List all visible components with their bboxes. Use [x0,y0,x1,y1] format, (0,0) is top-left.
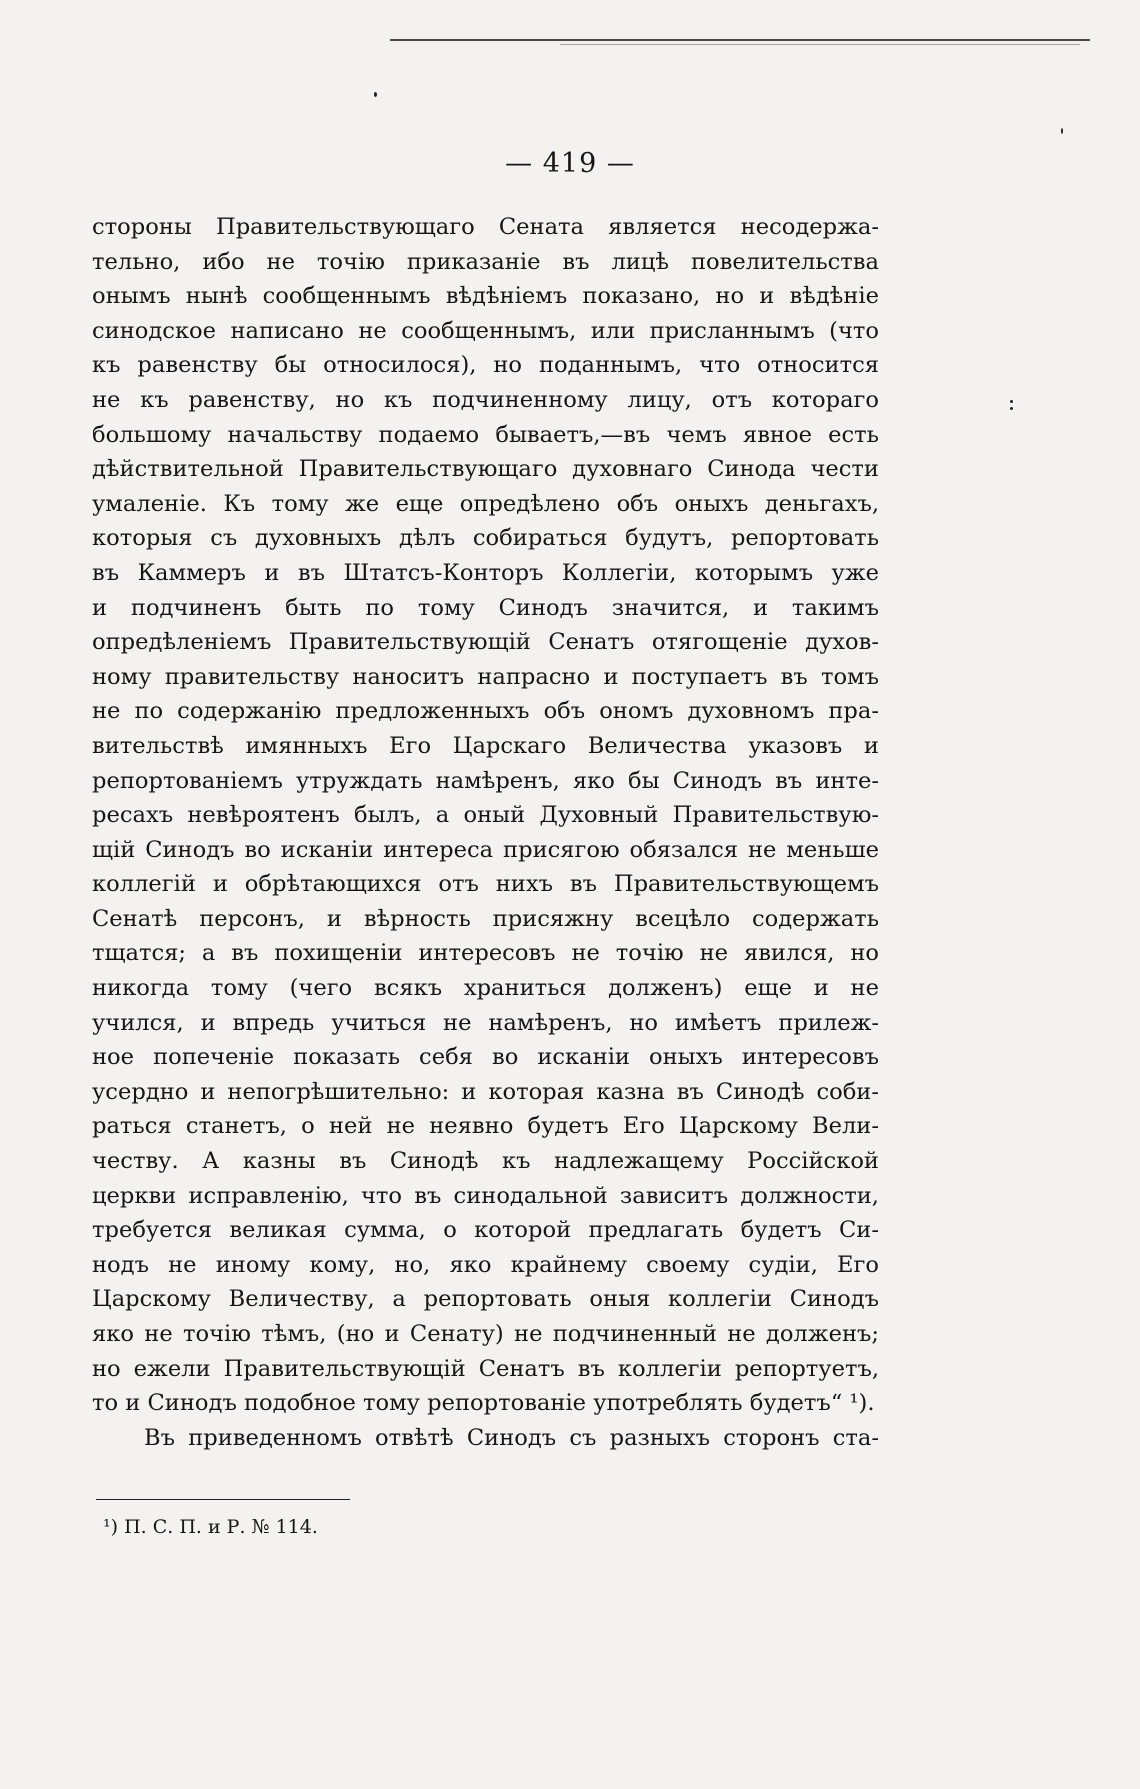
text-line: ное попеченіе показать себя во исканіи оныхъ интересовъ [92,1044,879,1071]
text-line: но ежели Правительствующій Сенатъ въ коллегіи репортуетъ, [92,1355,879,1382]
scan-speck [1061,128,1063,134]
scan-speck [1010,407,1013,410]
text-line: щій Синодъ во исканіи интереса присягою обязался не меньше [92,836,879,863]
text-line: онымъ нынѣ сообщеннымъ вѣдѣніемъ показано, но и вѣдѣніе [92,283,879,310]
text-line: честву. А казны въ Синодѣ къ надлежащему Россійской [92,1148,879,1175]
text-line: ному правительству наноситъ напрасно и поступаетъ въ томъ [92,663,879,690]
scan-speck [374,92,377,97]
footnote: ¹) П. С. П. и Р. № 114. [103,1516,318,1538]
text-line: коллегій и обрѣтающихся отъ нихъ въ Правительствующемъ [92,871,879,898]
text-line: не по содержанію предложенныхъ объ ономъ духовномъ пра- [92,698,879,725]
page-number: — 419 — [505,148,635,179]
text-line-paragraph-start: Въ приведенномъ отвѣтѣ Синодъ съ разныхъ сторонъ ста- [144,1424,879,1451]
text-line: большому начальству подаемо бываетъ,—въ чемъ явное есть [92,421,879,448]
text-line: вительствѣ имянныхъ Его Царскаго Величества указовъ и [92,732,879,759]
text-line: опредѣленіемъ Правительствующій Сенатъ отягощеніе духов- [92,629,879,656]
text-line: церкви исправленію, что въ синодальной зависитъ должности, [92,1182,879,1209]
text-line: тщатся; а въ похищеніи интересовъ не точію не явился, но [92,940,879,967]
text-line: репортованіемъ утруждать намѣренъ, яко бы Синодъ въ инте- [92,767,879,794]
text-line: Сенатѣ персонъ, и вѣрность присяжну всецѣло содержать [92,905,879,932]
text-line: въ Каммеръ и въ Штатсъ-Конторъ Коллегіи, которымъ уже [92,559,879,586]
scan-edge-line [390,39,1090,41]
text-line: яко не точію тѣмъ, (но и Сенату) не подчиненный не долженъ; [92,1321,879,1347]
body-text [92,210,879,1455]
text-line: синодское написано не сообщеннымъ, или присланнымъ (что [92,317,879,344]
text-line: стороны Правительствующаго Сената является несодержа- [92,214,879,240]
text-line: никогда тому (чего всякъ храниться долженъ) еще и не [92,975,879,1002]
footnote-rule [96,1499,350,1500]
text-line: учился, и впредь учиться не намѣренъ, но имѣетъ прилеж- [92,1009,879,1036]
text-line: раться станетъ, о ней не неявно будетъ Его Царскому Вели- [92,1113,879,1140]
text-line: умаленіе. Къ тому же еще опредѣлено объ оныхъ деньгахъ, [92,490,879,517]
text-line: не къ равенству, но къ подчиненному лицу, отъ котораго [92,386,879,413]
scan-edge-line [560,44,1080,45]
text-line: къ равенству бы относилося), но поданнымъ, что относится [92,352,879,379]
text-line: ресахъ невѣроятенъ былъ, а оный Духовный Правительствую- [92,802,879,829]
text-line: усердно и непогрѣшительно: и которая казна въ Синодѣ соби- [92,1078,879,1105]
text-line: дѣйствительной Правительствующаго духовнаго Синода чести [92,456,879,483]
text-line: Царскому Величеству, а репортовать оныя коллегіи Синодъ [92,1286,879,1313]
text-line: и подчиненъ быть по тому Синодъ значится, и такимъ [92,594,879,621]
text-line: нодъ не иному кому, но, яко крайнему своему судіи, Его [92,1251,879,1278]
scan-speck [1010,400,1013,403]
text-line: которыя съ духовныхъ дѣлъ собираться будутъ, репортовать [92,525,879,552]
text-line: то и Синодъ подобное тому репортованіе употреблять будетъ“ ¹). [92,1390,875,1417]
text-line: тельно, ибо не точію приказаніе въ лицѣ повелительства [92,248,879,275]
text-line: требуется великая сумма, о которой предлагать будетъ Си- [92,1217,879,1244]
